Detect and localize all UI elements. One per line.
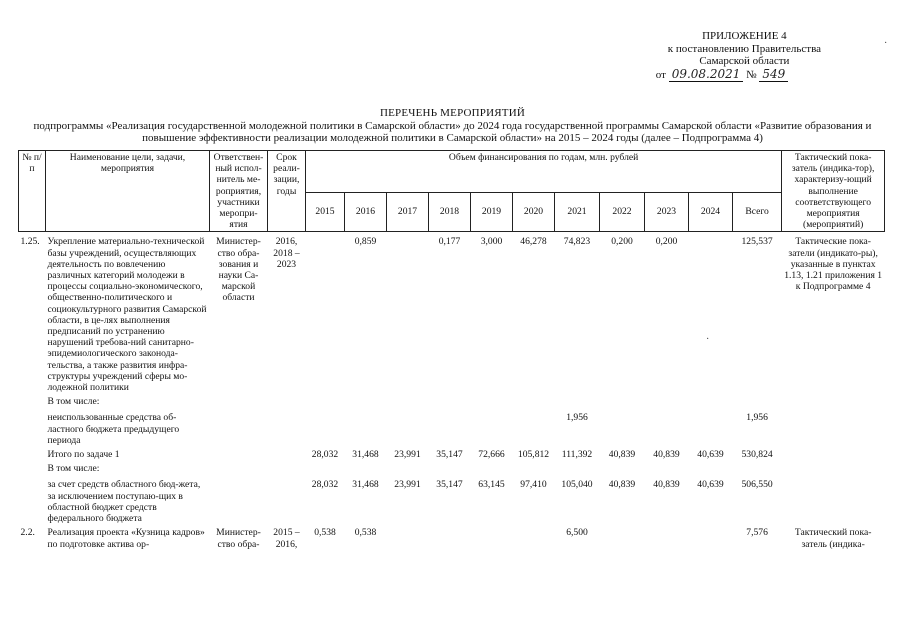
table-row [19,525,885,550]
row-year-value: 35,147 [436,449,463,461]
row-year-value [600,525,645,550]
row-total [733,461,782,475]
row-indicator [782,475,885,525]
row-year-value: 31,468 [352,449,379,461]
row-total: 506,550 [741,479,773,491]
row-number: 1.25. [20,236,40,248]
row-total: 125,537 [741,236,773,248]
row-year-value [555,394,600,408]
row-term [268,475,306,525]
row-year-value [645,394,689,408]
table-row [19,408,885,447]
row-total [733,394,782,408]
row-year-value [513,394,555,408]
row-year-value [600,394,645,408]
number-prefix: № [746,68,757,81]
document-heading [0,107,905,145]
row-total: 1,956 [746,412,768,424]
row-year-value [387,461,429,475]
header-funding: Объем финансирования по годам, млн. рублей [306,151,782,193]
row-term [268,447,306,461]
row-year-value [471,525,513,550]
row-year-value [645,461,689,475]
row-year-value: 0,177 [438,236,461,248]
header-year: 2021 [555,192,600,232]
document-subtitle-1: подпрограммы «Реализация государственной молодежной политики в Самарской области» до 2024 года государственной программы Самарской области «Развитие образования и [33,119,872,132]
row-year-value [345,461,387,475]
row-year-value [689,408,733,447]
row-term: 2016, 2018 – 2023 [273,236,300,270]
row-total: 7,576 [746,527,768,539]
row-number [19,461,46,475]
row-term [268,394,306,408]
row-year-value [645,408,689,447]
row-indicator [782,408,885,447]
row-year-value [306,408,345,447]
row-year-value: 28,032 [311,479,339,491]
row-year-value: 63,145 [478,479,505,491]
row-year-value: 40,839 [653,479,680,491]
date-value: 09.08.2021 [669,67,744,82]
row-year-value: 3,000 [480,236,503,248]
header-term: Срок реали-зации, годы [268,151,306,232]
row-year-value: 6,500 [566,527,588,539]
row-name: Реализация проекта «Кузница кадров» по подготовке актива ор- [47,527,205,550]
scan-speck: · [706,334,710,345]
row-year-value [387,525,429,550]
header-year: 2024 [689,192,733,232]
row-number [19,408,46,447]
row-year-value: 72,666 [478,449,505,461]
row-total: 530,824 [741,449,773,461]
table-body [19,232,885,551]
appendix-block [655,30,821,81]
row-year-value: 0,859 [354,236,377,248]
row-year-value [345,394,387,408]
row-indicator: Тактические пока-затели (индикато-ры), указанные в пунктах 1.13, 1.21 приложения 1 к Подпрограмме 4 [784,236,883,293]
row-year-value: 0,538 [354,527,377,539]
row-year-value [387,232,429,394]
row-term [268,461,306,475]
table-row [19,394,885,408]
table-row [19,232,885,394]
row-year-value [513,461,555,475]
header-year: 2017 [387,192,429,232]
header-year: 2019 [471,192,513,232]
row-term [268,408,306,447]
row-year-value [513,408,555,447]
row-responsible [210,475,268,525]
appendix-date-line [656,68,821,82]
row-year-value: 40,839 [608,479,636,491]
row-indicator: Тактический пока-затель (индика- [794,527,872,550]
row-year-value [513,525,555,550]
row-responsible [210,461,268,475]
header-row [19,151,885,193]
row-year-value: 1,956 [566,412,588,424]
row-year-value [689,525,733,550]
row-name: неиспользованные средства об-ластного бюджета предыдущего периода [47,412,180,446]
row-year-value: 0,200 [655,236,678,248]
header-indicator: Тактический пока-затель (индика-тор), характеризу-ющий выполнение соответствующего мероприятия (мероприятий) [782,151,885,232]
row-name: В том числе: [47,463,100,475]
row-year-value: 35,147 [436,479,463,491]
row-indicator [782,461,885,475]
row-year-value: 40,639 [697,449,724,461]
row-year-value [429,408,471,447]
row-year-value [306,394,345,408]
row-year-value: 74,823 [563,236,591,248]
row-year-value: 46,278 [520,236,547,248]
scan-speck: · [884,38,888,49]
row-year-value [600,408,645,447]
row-year-value: 28,032 [311,449,339,461]
header-year: 2020 [513,192,555,232]
row-number [19,475,46,525]
row-year-value [306,232,345,394]
appendix-title: ПРИЛОЖЕНИЕ 4 [702,30,787,42]
row-year-value: 105,812 [517,449,550,461]
row-name: за счет средств областного бюд-жета, за исключением поступаю-щих в областной бюджет средств федерального бюджета [47,479,201,525]
header-year: 2023 [645,192,689,232]
header-no: № п/п [19,151,46,232]
row-year-value: 40,639 [697,479,724,491]
row-responsible [210,394,268,408]
row-year-value [429,525,471,550]
row-year-value [429,461,471,475]
row-term: 2015 – 2016, [273,527,300,550]
row-responsible [210,447,268,461]
row-year-value [471,394,513,408]
row-year-value [387,394,429,408]
appendix-line2: к постановлению Правительства [667,42,821,55]
row-year-value [471,408,513,447]
row-name: Укрепление материально-технической базы учреждений, осуществляющих деятельность по вовлечению различных категорий молодежи в процессы социально-экономического, общественно-политического и социокультурного развития Самарской области, в це-лях выполнения предписаний по устранению нарушений требова-ний санитарно-эпидемиологического законода-тельства, а также развития инфра-структуры учреждений сферы мо-лодежной политики [47,236,207,394]
row-number: 2.2. [20,527,35,539]
row-year-value: 40,839 [608,449,636,461]
header-year: 2015 [306,192,345,232]
row-indicator [782,447,885,461]
row-name: Итого по задаче 1 [47,449,120,461]
header-responsible: Ответствен-ный испол-нитель ме-роприятия, участники меропри-ятия [210,151,268,232]
row-year-value [600,461,645,475]
row-year-value [429,394,471,408]
header-total: Всего [733,192,782,232]
row-year-value: 40,839 [653,449,680,461]
date-prefix: от [655,68,666,81]
row-responsible [210,408,268,447]
row-year-value [689,461,733,475]
row-year-value: 105,040 [561,479,593,491]
row-year-value [345,408,387,447]
row-year-value [471,461,513,475]
row-name: В том числе: [47,396,100,408]
row-year-value [306,461,345,475]
row-year-value [689,232,733,394]
row-number [19,447,46,461]
row-responsible: Министер-ство обра- [216,527,261,550]
row-year-value [645,525,689,550]
row-year-value: 31,468 [352,479,379,491]
table-row [19,447,885,461]
row-number [19,394,46,408]
row-year-value: 23,991 [394,479,421,491]
table-row [19,475,885,525]
row-year-value: 111,392 [561,449,593,461]
row-year-value: 0,538 [314,527,336,539]
row-year-value: 23,991 [394,449,421,461]
header-year: 2018 [429,192,471,232]
header-year: 2016 [345,192,387,232]
row-year-value: 97,410 [520,479,547,491]
appendix-line3: Самарской области [699,55,790,67]
row-year-value [555,461,600,475]
document-subtitle-2: повышение эффективности реализации молодежной политики в Самарской области» на 2015 – 2024 годы (далее – Подпрограмма 4) [142,132,763,144]
row-year-value: 0,200 [611,236,633,248]
header-name: Наименование цели, задачи, мероприятия [46,151,210,232]
row-responsible: Министер-ство обра-зования и науки Са-марской области [216,236,261,304]
document-title: ПЕРЕЧЕНЬ МЕРОПРИЯТИЙ [379,107,526,119]
table-row [19,461,885,475]
row-year-value [387,408,429,447]
number-value: 549 [759,67,788,82]
activities-table [18,150,885,551]
row-indicator [782,394,885,408]
header-year: 2022 [600,192,645,232]
row-year-value [689,394,733,408]
